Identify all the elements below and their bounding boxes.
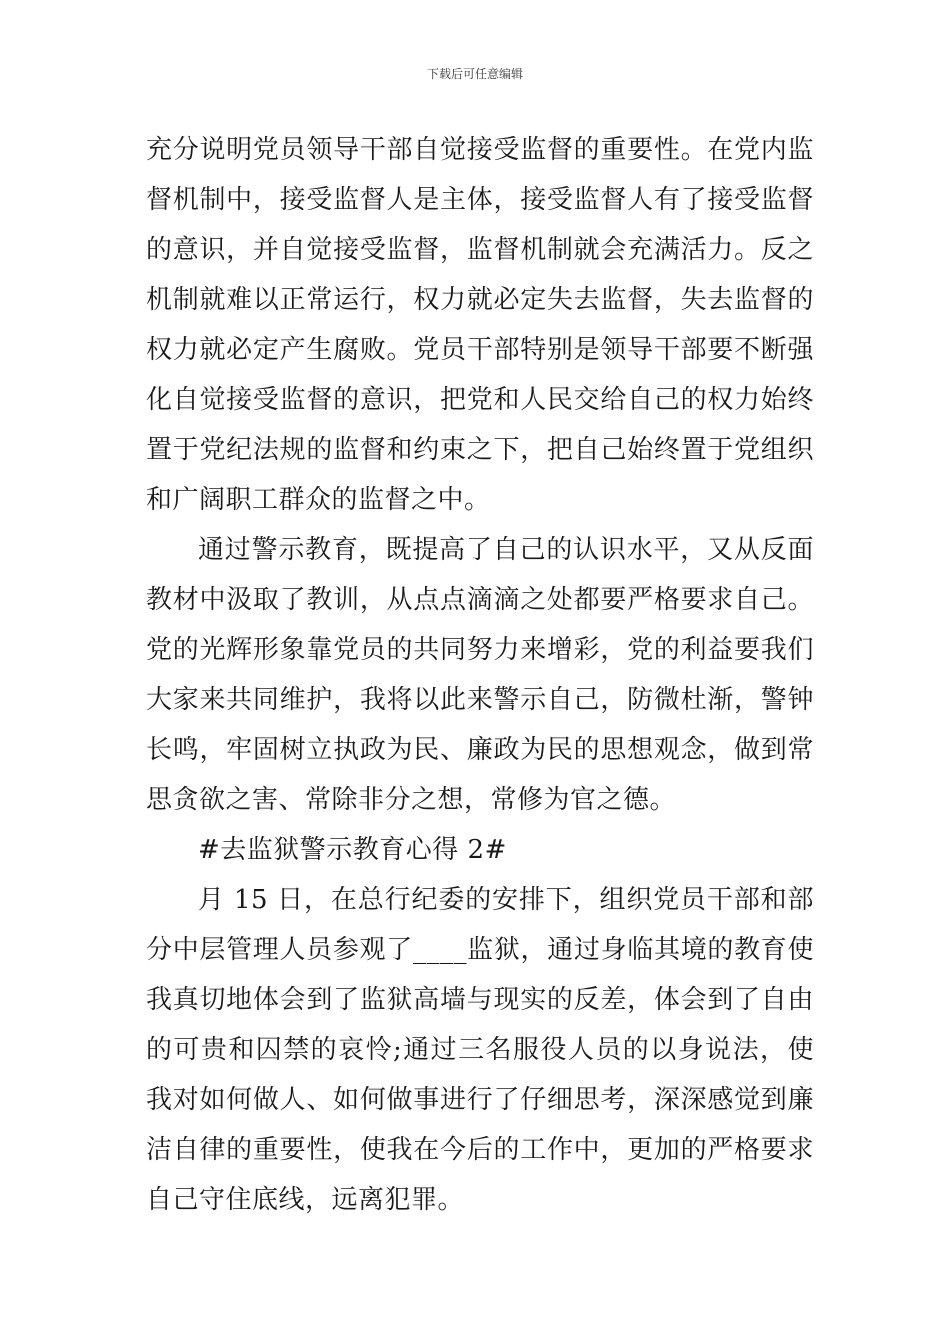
paragraph-warning-education: 通过警示教育，既提高了自己的认识水平，又从反面教材中汲取了教训，从点点滴滴之处都要严格要求自己。党的光辉形象靠党员的共同努力来增彩，党的利益要我们大家来共同维护，我将以此来警示自己，防微杜渐，警钟长鸣，牢固树立执政为民、廉政为民的思想观念，做到常思贪欲之害、常除非分之想，常修为官之德。 — [146, 535, 814, 815]
section-heading: #去监狱警示教育心得 2# — [198, 835, 507, 865]
paragraph-continued: 充分说明党员领导干部自觉接受监督的重要性。在党内监督机制中，接受监督人是主体，接受监督人有了接受监督的意识，并自觉接受监督，监督机制就会充满活力。反之机制就难以正常运行，权力就必定失去监督，失去监督的权力就必定产生腐败。党员干部特别是领导干部要不断强化自觉接受监督的意识，把党和人民交给自己的权力始终置于党纪法规的监督和约束之下，把自己始终置于党组织和广阔职工群众的监督之中。 — [146, 135, 814, 515]
paragraph-prison-visit: 月 15 日，在总行纪委的安排下，组织党员干部和部分中层管理人员参观了____监狱，通过身临其境的教育使我真切地体会到了监狱高墙与现实的反差，体会到了自由的可贵和囚禁的哀怜;通过三名服役人员的以身说法，使我对如何做人、如何做事进行了仔细思考，深深感觉到廉洁自律的重要性，使我在今后的工作中，更加的严格要求自己守住底线，远离犯罪。 — [146, 885, 814, 1215]
page-header: 下载后可任意编辑 — [426, 67, 523, 81]
document-body — [146, 125, 814, 1225]
